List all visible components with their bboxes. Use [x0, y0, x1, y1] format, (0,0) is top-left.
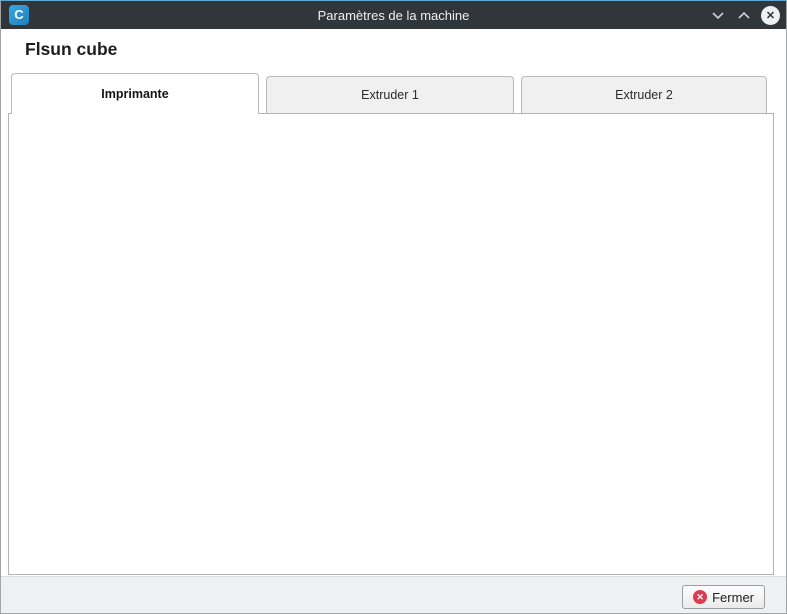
tab-imprimante[interactable] — [11, 73, 259, 114]
window-title: Paramètres de la machine — [317, 7, 470, 23]
titlebar[interactable] — [1, 1, 786, 29]
chevron-up-icon — [737, 11, 751, 20]
chevron-down-icon — [711, 11, 725, 20]
close-dialog-icon: ✕ — [693, 590, 707, 604]
cura-app-icon: C — [9, 5, 29, 25]
close-icon: ✕ — [765, 9, 776, 22]
window-controls — [709, 1, 780, 29]
fermer-button[interactable] — [682, 585, 765, 609]
tab-label: Imprimante — [101, 87, 169, 101]
printer-tab-panel — [8, 113, 774, 575]
tab-label: Extruder 1 — [361, 88, 419, 102]
tab-extruder-1[interactable] — [266, 76, 514, 113]
machine-name-title: Flsun cube — [25, 39, 118, 59]
maximize-window-button[interactable] — [735, 6, 753, 24]
fermer-button-label: Fermer — [712, 589, 754, 605]
dialog-footer — [1, 576, 786, 614]
tab-label: Extruder 2 — [615, 88, 673, 102]
close-window-button[interactable] — [761, 6, 780, 25]
shade-window-button[interactable] — [709, 6, 727, 24]
tab-extruder-2[interactable] — [521, 76, 767, 113]
